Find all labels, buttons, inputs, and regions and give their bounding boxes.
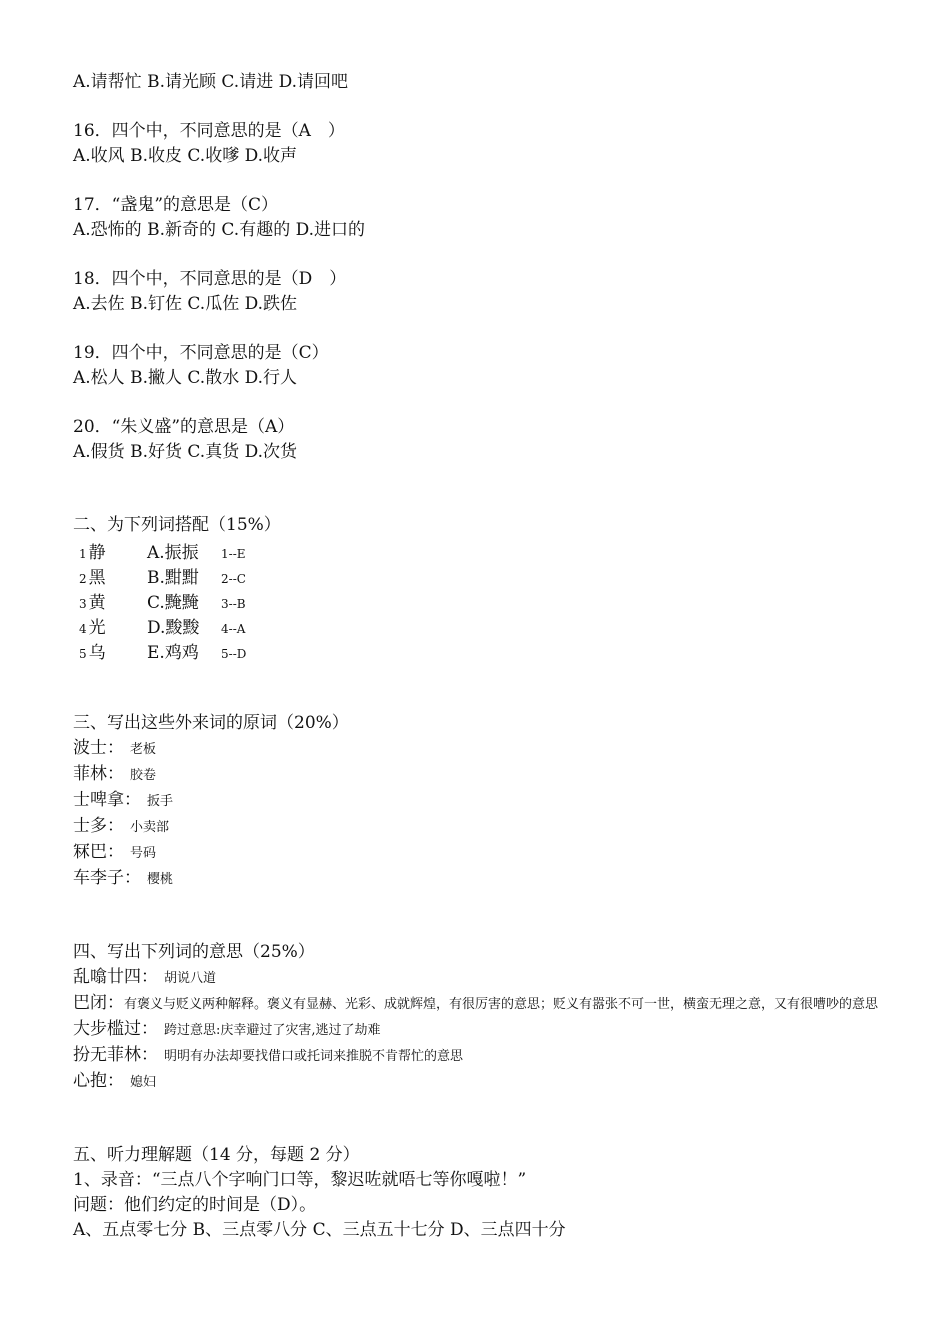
match-option: E.鸡鸡 [147,643,199,663]
table-row [73,563,910,588]
match-word: 乌 [88,643,106,663]
section5-title: 五、听力理解题（14 分，每题 2 分） [73,1145,360,1165]
table-row [73,613,910,638]
loanword-term: 菲林： [73,764,124,784]
list-item [73,814,910,840]
loanword-meaning: 小卖部 [130,820,170,835]
match-answer: 2--C [221,572,246,586]
q19-stem: 19．四个中，不同意思的是（C） [73,343,329,363]
listening-q1-question: 问题：他们约定的时间是（D）。 [73,1195,317,1215]
loanword-meaning: 胶卷 [130,768,157,783]
loanword-term: 车李子： [73,868,141,888]
loanword-meaning: 老板 [130,742,157,757]
phrase-term: 扮无菲林： [73,1045,158,1065]
match-answer: 3--B [221,597,246,611]
q20-stem: 20．“朱义盛”的意思是（A） [73,417,295,437]
list-item [73,762,910,788]
match-word: 静 [88,543,106,563]
list-item [73,866,910,892]
match-word: 黑 [88,568,106,588]
listening-q1-audio: 1、录音：“三点八个字响门口等，黎迟咗就唔七等你嘎啦！” [73,1170,527,1190]
list-item [73,965,910,991]
match-num: 1 [79,547,87,561]
phrase-meaning: 媳妇 [130,1075,157,1090]
q19-options: A.松人 B.撇人 C.散水 D.行人 [73,368,298,388]
list-item [73,1043,910,1069]
phrase-meaning: 明明有办法却要找借口或托词来推脱不肯帮忙的意思 [164,1049,464,1064]
phrase-term: 乱噏廿四： [73,967,158,987]
loanword-term: 冧巴： [73,842,124,862]
list-item [73,788,910,814]
q16-options: A.收风 B.收皮 C.收嗲 D.收声 [73,146,298,166]
q16-stem: 16．四个中，不同意思的是（A ） [73,121,345,141]
matching-table [73,538,910,663]
table-row [73,538,910,563]
list-item [73,1069,910,1095]
match-option: C.黤黤 [147,593,199,613]
q15-options: A.请帮忙 B.请光顾 C.请进 D.请回吧 [73,72,349,92]
phrase-meaning: 有褒义与贬义两种解释。褒义有显赫、光彩、成就辉煌，有很厉害的意思；贬义有嚣张不可一世，横蛮无理之意，又有很嘈吵的意思 [124,997,879,1012]
q18-options: A.去佐 B.钉佐 C.瓜佐 D.跌佐 [73,294,298,314]
loanword-meaning: 樱桃 [147,872,174,887]
match-answer: 4--A [221,622,246,636]
loanword-term: 士啤拿： [73,790,141,810]
list-item [73,1017,910,1043]
table-row [73,638,910,663]
match-option: A.振振 [147,543,199,563]
match-num: 3 [79,597,87,611]
section2-title: 二、为下列词搭配（15%） [73,515,281,535]
match-word: 黄 [88,593,106,613]
table-row [73,588,910,613]
section4-title: 四、写出下列词的意思（25%） [73,942,315,962]
loanword-meaning: 扳手 [147,794,174,809]
match-option: D.黢黢 [147,618,200,638]
match-word: 光 [88,618,106,638]
match-num: 4 [79,622,87,636]
list-item [73,991,910,1017]
listening-q1-options: A、五点零七分 B、三点零八分 C、三点五十七分 D、三点四十分 [73,1220,566,1240]
q18-stem: 18．四个中，不同意思的是（D ） [73,269,347,289]
q17-stem: 17．“盏鬼”的意思是（C） [73,195,279,215]
match-num: 5 [79,647,87,661]
list-item [73,840,910,866]
match-answer: 5--D [221,647,247,661]
q17-options: A.恐怖的 B.新奇的 C.有趣的 D.进口的 [73,220,366,240]
phrase-term: 心抱： [73,1071,124,1091]
match-option: B.黚黚 [147,568,199,588]
match-answer: 1--E [221,547,246,561]
phrase-meaning: 胡说八道 [164,971,217,986]
section3-title: 三、写出这些外来词的原词（20%） [73,713,349,733]
loanword-term: 士多： [73,816,124,836]
loanword-meaning: 号码 [130,846,157,861]
document-page [73,70,910,1243]
phrase-term: 大步槛过： [73,1019,158,1039]
phrase-meaning: 跨过意思:庆幸避过了灾害,逃过了劫难 [164,1023,381,1038]
phrase-term: 巴闭： [73,993,124,1013]
match-num: 2 [79,572,87,586]
list-item [73,736,910,762]
q20-options: A.假货 B.好货 C.真货 D.次货 [73,442,298,462]
loanword-term: 波士： [73,738,124,758]
